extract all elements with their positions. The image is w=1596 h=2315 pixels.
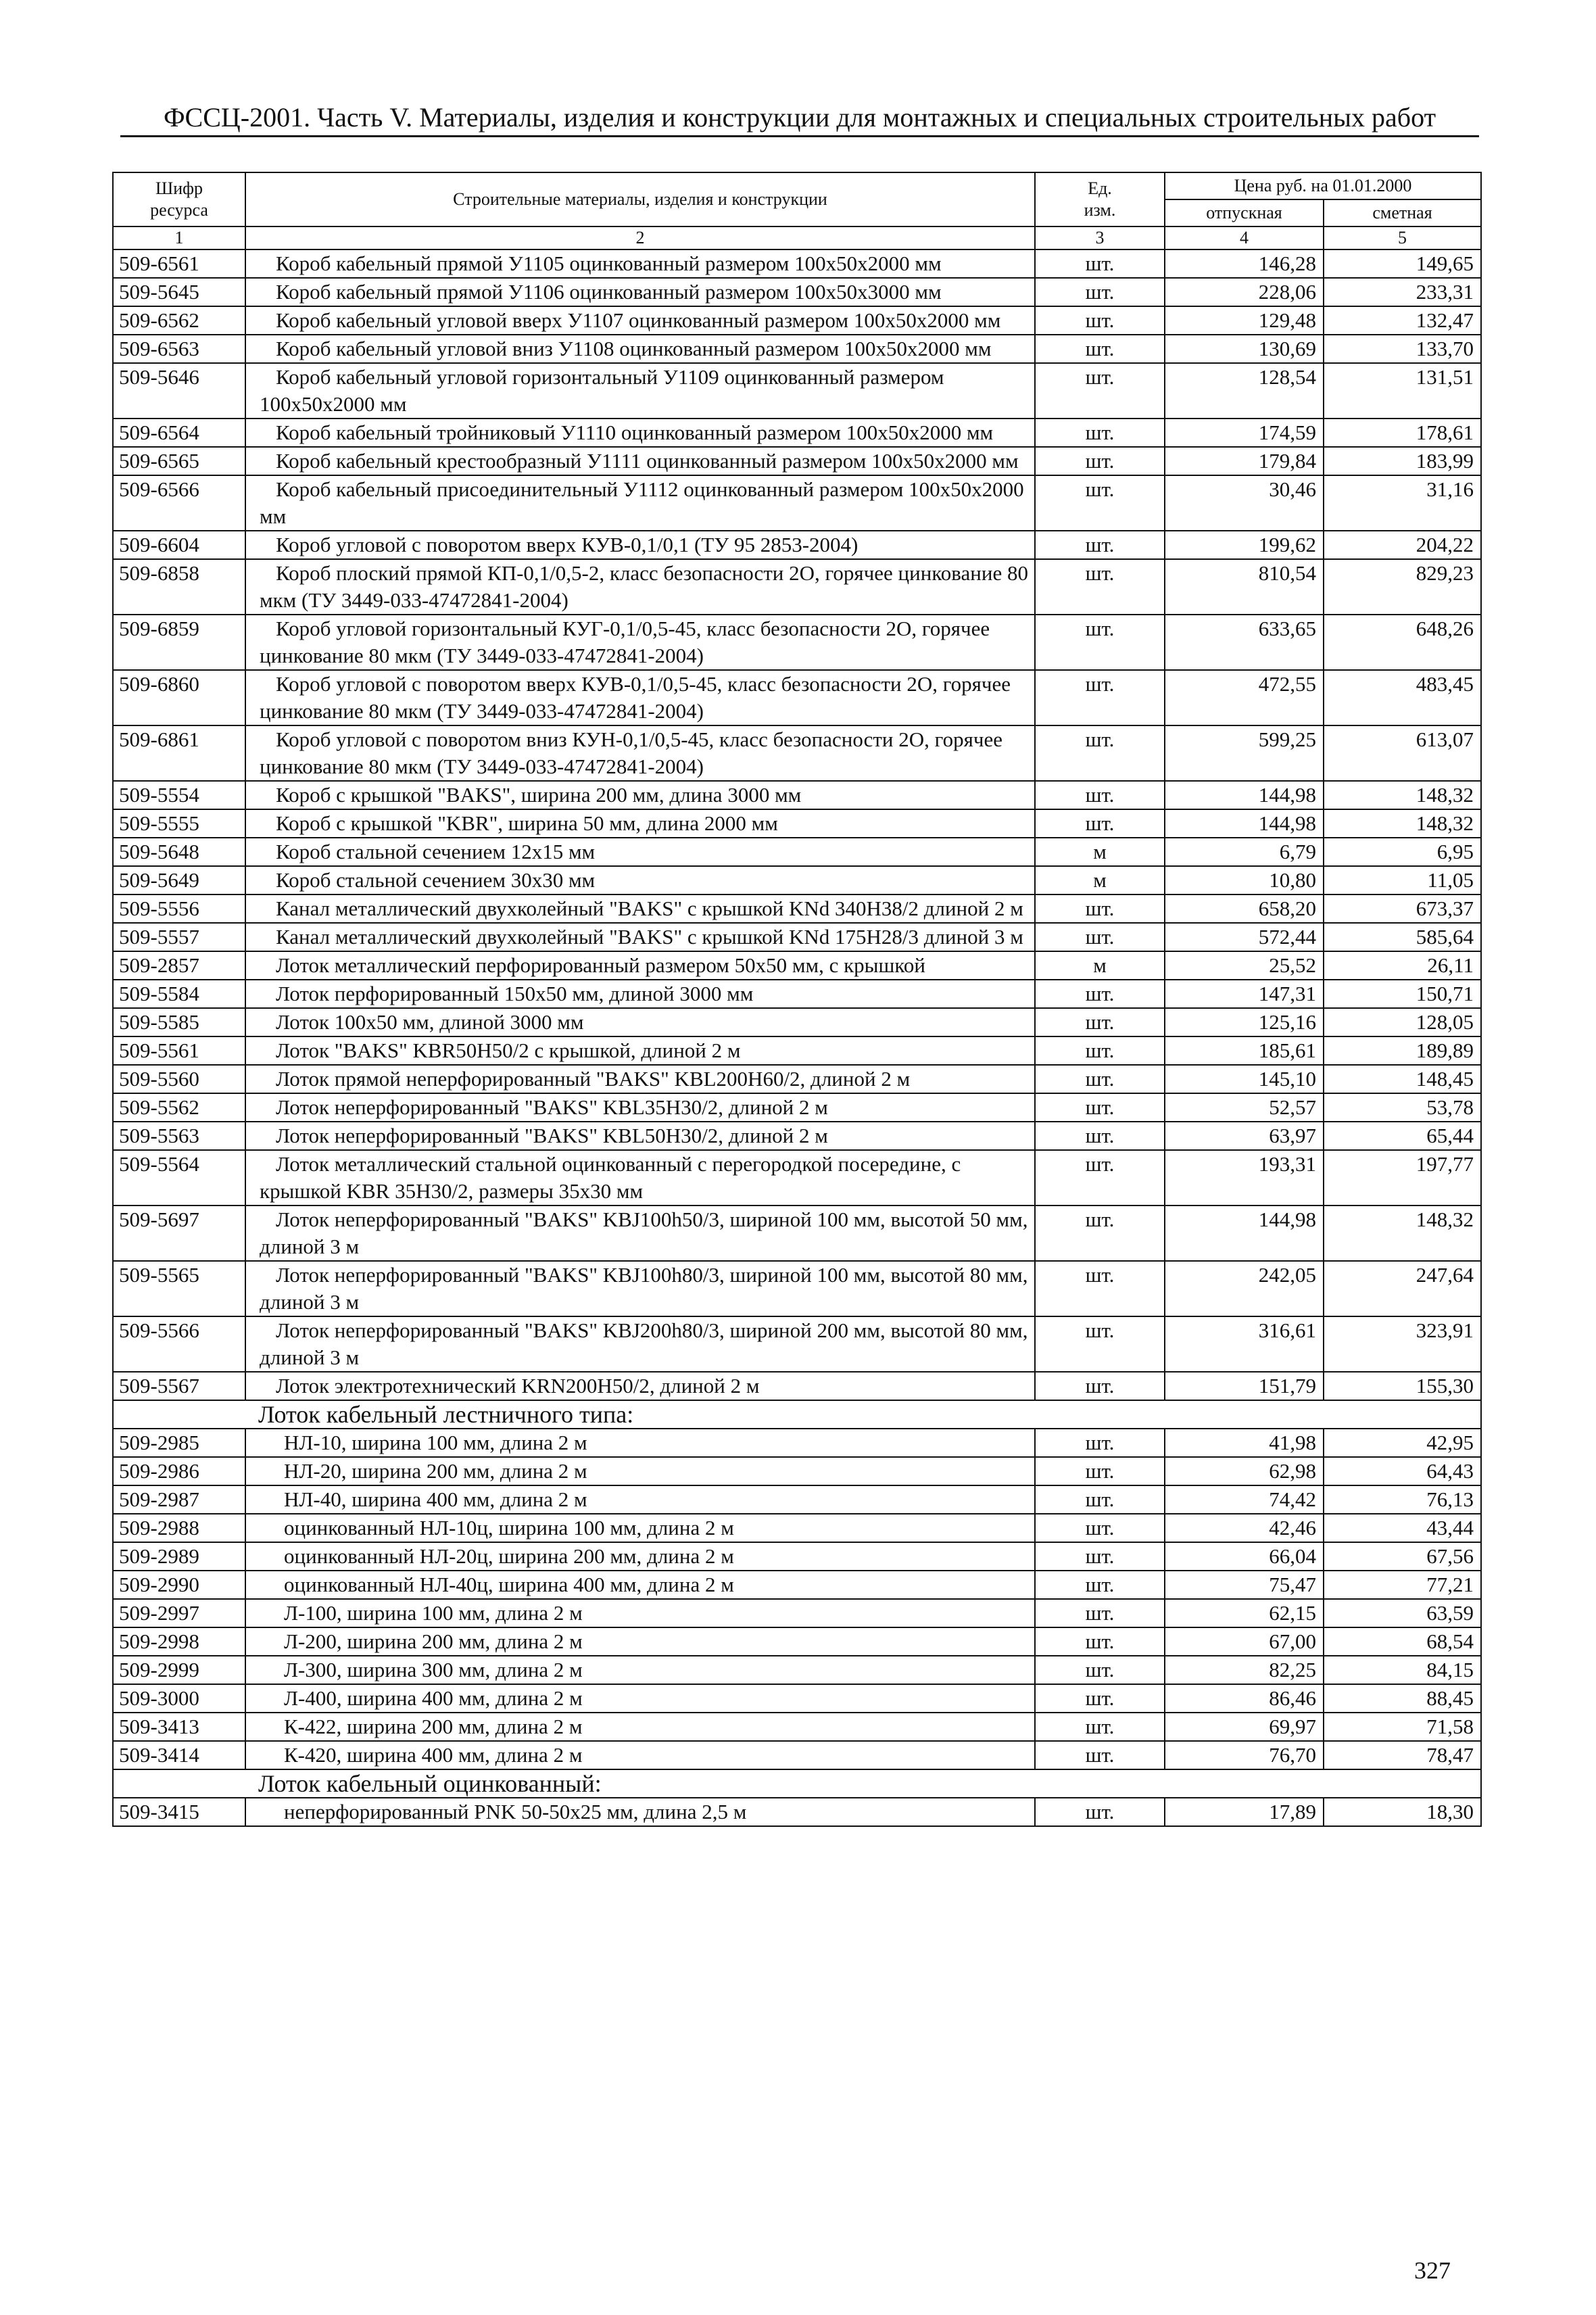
release-price: 144,98 [1165, 1206, 1324, 1261]
estimate-price: 148,32 [1324, 781, 1481, 809]
release-price: 82,25 [1165, 1656, 1324, 1684]
column-header-estimate-price: сметная [1324, 199, 1481, 226]
estimate-price: 183,99 [1324, 447, 1481, 475]
release-price: 146,28 [1165, 249, 1324, 278]
table-row [113, 1008, 1481, 1036]
unit: шт. [1035, 1429, 1165, 1457]
unit: шт. [1035, 1093, 1165, 1122]
release-price: 228,06 [1165, 278, 1324, 306]
estimate-price: 149,65 [1324, 249, 1481, 278]
resource-code: 509-5563 [113, 1122, 245, 1150]
table-row [113, 1122, 1481, 1150]
table-row [113, 1261, 1481, 1316]
resource-code: 509-5648 [113, 838, 245, 866]
unit: шт. [1035, 1599, 1165, 1627]
material-name: Лоток неперфорированный "BAKS" KBJ200h80/3, шириной 200 мм, высотой 80 мм, длиной 3 м [245, 1316, 1035, 1372]
release-price: 62,98 [1165, 1457, 1324, 1485]
table-row [113, 615, 1481, 670]
release-price: 75,47 [1165, 1571, 1324, 1599]
release-price: 572,44 [1165, 923, 1324, 951]
estimate-price: 178,61 [1324, 419, 1481, 447]
release-price: 125,16 [1165, 1008, 1324, 1036]
resource-code: 509-6858 [113, 559, 245, 615]
header-rule [120, 135, 1479, 137]
resource-code: 509-6861 [113, 725, 245, 781]
unit: шт. [1035, 475, 1165, 531]
estimate-price: 76,13 [1324, 1485, 1481, 1514]
estimate-price: 197,77 [1324, 1150, 1481, 1206]
material-name: Короб стальной сечением 12х15 мм [245, 838, 1035, 866]
material-name: Короб кабельный прямой У1106 оцинкованный размером 100х50х3000 мм [245, 278, 1035, 306]
column-header-code-line2: ресурса [150, 200, 208, 220]
resource-code: 509-5566 [113, 1316, 245, 1372]
material-name: Лоток прямой неперфорированный "BAKS" KBL200H60/2, длиной 2 м [245, 1065, 1035, 1093]
estimate-price: 6,95 [1324, 838, 1481, 866]
resource-code: 509-2998 [113, 1627, 245, 1656]
column-header-unit [1035, 172, 1165, 226]
material-name: Короб кабельный угловой вверх У1107 оцинкованный размером 100х50х2000 мм [245, 306, 1035, 335]
estimate-price: 155,30 [1324, 1372, 1481, 1400]
table-row [113, 923, 1481, 951]
page-header-title: ФССЦ-2001. Часть V. Материалы, изделия и конструкции для монтажных и специальных строительных работ [163, 102, 1436, 133]
estimate-price: 26,11 [1324, 951, 1481, 980]
estimate-price: 71,58 [1324, 1713, 1481, 1741]
column-number: 2 [245, 226, 1035, 249]
release-price: 41,98 [1165, 1429, 1324, 1457]
material-name: НЛ-40, ширина 400 мм, длина 2 м [245, 1485, 1035, 1514]
table-row [113, 531, 1481, 559]
group-title: Лоток кабельный оцинкованный: [113, 1769, 1481, 1798]
estimate-price: 483,45 [1324, 670, 1481, 725]
release-price: 63,97 [1165, 1122, 1324, 1150]
material-name: Короб кабельный тройниковый У1110 оцинкованный размером 100х50х2000 мм [245, 419, 1035, 447]
material-name: К-420, ширина 400 мм, длина 2 м [245, 1741, 1035, 1769]
unit: шт. [1035, 1008, 1165, 1036]
table-row [113, 1206, 1481, 1261]
column-number: 1 [113, 226, 245, 249]
table-row [113, 980, 1481, 1008]
resource-code: 509-5697 [113, 1206, 245, 1261]
estimate-price: 78,47 [1324, 1741, 1481, 1769]
unit: шт. [1035, 1571, 1165, 1599]
unit: шт. [1035, 1065, 1165, 1093]
release-price: 174,59 [1165, 419, 1324, 447]
release-price: 17,89 [1165, 1798, 1324, 1826]
table-row [113, 1798, 1481, 1826]
table-row [113, 1457, 1481, 1485]
table-row [113, 670, 1481, 725]
estimate-price: 148,45 [1324, 1065, 1481, 1093]
material-name: Л-200, ширина 200 мм, длина 2 м [245, 1627, 1035, 1656]
resource-code: 509-2997 [113, 1599, 245, 1627]
unit: шт. [1035, 306, 1165, 335]
unit: шт. [1035, 1122, 1165, 1150]
unit: шт. [1035, 1150, 1165, 1206]
estimate-price: 63,59 [1324, 1599, 1481, 1627]
column-number-row [113, 226, 1481, 249]
column-header-name: Строительные материалы, изделия и конструкции [245, 172, 1035, 226]
estimate-price: 133,70 [1324, 335, 1481, 363]
estimate-price: 131,51 [1324, 363, 1481, 419]
table-row [113, 725, 1481, 781]
resource-code: 509-5645 [113, 278, 245, 306]
resource-code: 509-2985 [113, 1429, 245, 1457]
table-row [113, 1571, 1481, 1599]
resource-code: 509-5646 [113, 363, 245, 419]
estimate-price: 148,32 [1324, 809, 1481, 838]
estimate-price: 673,37 [1324, 894, 1481, 923]
unit: шт. [1035, 1372, 1165, 1400]
material-name: Канал металлический двухколейный "BAKS" с крышкой KNd 175H28/3 длиной 3 м [245, 923, 1035, 951]
table-row [113, 363, 1481, 419]
release-price: 147,31 [1165, 980, 1324, 1008]
estimate-price: 67,56 [1324, 1542, 1481, 1571]
unit: шт. [1035, 1684, 1165, 1713]
table-row [113, 951, 1481, 980]
unit: шт. [1035, 1261, 1165, 1316]
material-name: К-422, ширина 200 мм, длина 2 м [245, 1713, 1035, 1741]
release-price: 30,46 [1165, 475, 1324, 531]
resource-code: 509-2987 [113, 1485, 245, 1514]
unit: шт. [1035, 1798, 1165, 1826]
unit: шт. [1035, 894, 1165, 923]
column-header-price: Цена руб. на 01.01.2000 [1165, 172, 1481, 199]
release-price: 472,55 [1165, 670, 1324, 725]
estimate-price: 53,78 [1324, 1093, 1481, 1122]
table-row [113, 1372, 1481, 1400]
estimate-price: 31,16 [1324, 475, 1481, 531]
resource-code: 509-2857 [113, 951, 245, 980]
resource-code: 509-3413 [113, 1713, 245, 1741]
material-name: Короб кабельный крестообразный У1111 оцинкованный размером 100х50х2000 мм [245, 447, 1035, 475]
table-row [113, 1485, 1481, 1514]
release-price: 151,79 [1165, 1372, 1324, 1400]
material-name: Короб угловой с поворотом вверх КУВ-0,1/0,1 (ТУ 95 2853-2004) [245, 531, 1035, 559]
resource-code: 509-5564 [113, 1150, 245, 1206]
material-name: Короб плоский прямой КП-0,1/0,5-2, класс безопасности 2О, горячее цинкование 80 мкм (ТУ 3449-033-47472841-2004) [245, 559, 1035, 615]
release-price: 145,10 [1165, 1065, 1324, 1093]
unit: м [1035, 866, 1165, 894]
release-price: 129,48 [1165, 306, 1324, 335]
material-name: Короб кабельный присоединительный У1112 оцинкованный размером 100х50х2000 мм [245, 475, 1035, 531]
material-name: Короб стальной сечением 30х30 мм [245, 866, 1035, 894]
group-header-row [113, 1400, 1481, 1429]
table-row [113, 894, 1481, 923]
material-name: Лоток неперфорированный "BAKS" KBL50H30/2, длиной 2 м [245, 1122, 1035, 1150]
table-row [113, 781, 1481, 809]
unit: шт. [1035, 980, 1165, 1008]
release-price: 144,98 [1165, 781, 1324, 809]
estimate-price: 77,21 [1324, 1571, 1481, 1599]
estimate-price: 204,22 [1324, 531, 1481, 559]
estimate-price: 247,64 [1324, 1261, 1481, 1316]
release-price: 130,69 [1165, 335, 1324, 363]
release-price: 66,04 [1165, 1542, 1324, 1571]
estimate-price: 84,15 [1324, 1656, 1481, 1684]
resource-code: 509-6564 [113, 419, 245, 447]
release-price: 67,00 [1165, 1627, 1324, 1656]
material-name: оцинкованный НЛ-10ц, ширина 100 мм, длина 2 м [245, 1514, 1035, 1542]
unit: шт. [1035, 1656, 1165, 1684]
column-header-unit-line2: изм. [1084, 200, 1116, 220]
unit: шт. [1035, 531, 1165, 559]
resource-code: 509-5565 [113, 1261, 245, 1316]
release-price: 10,80 [1165, 866, 1324, 894]
unit: шт. [1035, 335, 1165, 363]
material-name: НЛ-20, ширина 200 мм, длина 2 м [245, 1457, 1035, 1485]
resource-code: 509-2988 [113, 1514, 245, 1542]
material-name: Короб кабельный угловой вниз У1108 оцинкованный размером 100х50х2000 мм [245, 335, 1035, 363]
resource-code: 509-6561 [113, 249, 245, 278]
release-price: 179,84 [1165, 447, 1324, 475]
release-price: 185,61 [1165, 1036, 1324, 1065]
table-row [113, 306, 1481, 335]
column-number: 4 [1165, 226, 1324, 249]
group-title: Лоток кабельный лестничного типа: [113, 1400, 1481, 1429]
resource-code: 509-5556 [113, 894, 245, 923]
unit: шт. [1035, 725, 1165, 781]
material-name: Лоток металлический стальной оцинкованный с перегородкой посередине, с крышкой KBR 35H30/2, размеры 35х30 мм [245, 1150, 1035, 1206]
table-row [113, 335, 1481, 363]
unit: шт. [1035, 1316, 1165, 1372]
table-row [113, 866, 1481, 894]
estimate-price: 11,05 [1324, 866, 1481, 894]
material-name: Лоток 100х50 мм, длиной 3000 мм [245, 1008, 1035, 1036]
estimate-price: 65,44 [1324, 1122, 1481, 1150]
unit: шт. [1035, 419, 1165, 447]
resource-code: 509-5555 [113, 809, 245, 838]
resource-code: 509-2990 [113, 1571, 245, 1599]
unit: шт. [1035, 670, 1165, 725]
estimate-price: 68,54 [1324, 1627, 1481, 1656]
resource-code: 509-5585 [113, 1008, 245, 1036]
resource-code: 509-6563 [113, 335, 245, 363]
resource-code: 509-2999 [113, 1656, 245, 1684]
unit: шт. [1035, 809, 1165, 838]
estimate-price: 43,44 [1324, 1514, 1481, 1542]
unit: шт. [1035, 1036, 1165, 1065]
table-row [113, 1627, 1481, 1656]
material-name: Короб с крышкой "BAKS", ширина 200 мм, длина 3000 мм [245, 781, 1035, 809]
table-body [113, 226, 1481, 1826]
release-price: 316,61 [1165, 1316, 1324, 1372]
resource-code: 509-2986 [113, 1457, 245, 1485]
column-header-code [113, 172, 245, 226]
group-header-row [113, 1769, 1481, 1798]
material-name: Лоток неперфорированный "BAKS" KBJ100h80/3, шириной 100 мм, высотой 80 мм, длиной 3 м [245, 1261, 1035, 1316]
material-name: Короб угловой горизонтальный КУГ-0,1/0,5-45, класс безопасности 2О, горячее цинкование 80 мкм (ТУ 3449-033-47472841-2004) [245, 615, 1035, 670]
table-row [113, 249, 1481, 278]
release-price: 144,98 [1165, 809, 1324, 838]
release-price: 86,46 [1165, 1684, 1324, 1713]
column-header-release-price: отпускная [1165, 199, 1324, 226]
resource-code: 509-5584 [113, 980, 245, 1008]
table-row [113, 1514, 1481, 1542]
material-name: Короб угловой с поворотом вниз КУН-0,1/0,5-45, класс безопасности 2О, горячее цинкование 80 мкм (ТУ 3449-033-47472841-2004) [245, 725, 1035, 781]
material-name: оцинкованный НЛ-20ц, ширина 200 мм, длина 2 м [245, 1542, 1035, 1571]
estimate-price: 189,89 [1324, 1036, 1481, 1065]
resource-code: 509-6565 [113, 447, 245, 475]
resource-code: 509-3415 [113, 1798, 245, 1826]
material-name: Лоток металлический перфорированный размером 50х50 мм, с крышкой [245, 951, 1035, 980]
resource-code: 509-2989 [113, 1542, 245, 1571]
estimate-price: 323,91 [1324, 1316, 1481, 1372]
estimate-price: 585,64 [1324, 923, 1481, 951]
unit: шт. [1035, 1542, 1165, 1571]
material-name: Л-100, ширина 100 мм, длина 2 м [245, 1599, 1035, 1627]
table-row [113, 1656, 1481, 1684]
resource-code: 509-6604 [113, 531, 245, 559]
estimate-price: 150,71 [1324, 980, 1481, 1008]
release-price: 242,05 [1165, 1261, 1324, 1316]
material-name: Лоток неперфорированный "BAKS" KBJ100h50/3, шириной 100 мм, высотой 50 мм, длиной 3 м [245, 1206, 1035, 1261]
material-name: Короб с крышкой "KBR", ширина 50 мм, длина 2000 мм [245, 809, 1035, 838]
resource-code: 509-5562 [113, 1093, 245, 1122]
release-price: 62,15 [1165, 1599, 1324, 1627]
table-row [113, 559, 1481, 615]
unit: м [1035, 951, 1165, 980]
unit: шт. [1035, 1741, 1165, 1769]
material-name: НЛ-10, ширина 100 мм, длина 2 м [245, 1429, 1035, 1457]
unit: шт. [1035, 615, 1165, 670]
estimate-price: 132,47 [1324, 306, 1481, 335]
table-row [113, 1684, 1481, 1713]
material-name: Л-400, ширина 400 мм, длина 2 м [245, 1684, 1035, 1713]
resource-code: 509-5557 [113, 923, 245, 951]
release-price: 599,25 [1165, 725, 1324, 781]
estimate-price: 88,45 [1324, 1684, 1481, 1713]
release-price: 6,79 [1165, 838, 1324, 866]
unit: шт. [1035, 249, 1165, 278]
estimate-price: 128,05 [1324, 1008, 1481, 1036]
table-row [113, 1036, 1481, 1065]
material-name: Л-300, ширина 300 мм, длина 2 м [245, 1656, 1035, 1684]
release-price: 42,46 [1165, 1514, 1324, 1542]
unit: шт. [1035, 1206, 1165, 1261]
material-name: Короб кабельный прямой У1105 оцинкованный размером 100х50х2000 мм [245, 249, 1035, 278]
material-name: Лоток "BAKS" KBR50H50/2 с крышкой, длиной 2 м [245, 1036, 1035, 1065]
release-price: 810,54 [1165, 559, 1324, 615]
estimate-price: 64,43 [1324, 1457, 1481, 1485]
table-row [113, 1065, 1481, 1093]
unit: шт. [1035, 1485, 1165, 1514]
table-row [113, 1316, 1481, 1372]
release-price: 69,97 [1165, 1713, 1324, 1741]
column-number: 3 [1035, 226, 1165, 249]
resource-code: 509-6566 [113, 475, 245, 531]
material-name: Лоток перфорированный 150х50 мм, длиной 3000 мм [245, 980, 1035, 1008]
resource-code: 509-5554 [113, 781, 245, 809]
resource-code: 509-3000 [113, 1684, 245, 1713]
unit: шт. [1035, 1713, 1165, 1741]
table-row [113, 1542, 1481, 1571]
table-row [113, 1150, 1481, 1206]
material-name: Лоток электротехнический KRN200H50/2, длиной 2 м [245, 1372, 1035, 1400]
estimate-price: 42,95 [1324, 1429, 1481, 1457]
estimate-price: 613,07 [1324, 725, 1481, 781]
unit: шт. [1035, 1457, 1165, 1485]
release-price: 658,20 [1165, 894, 1324, 923]
estimate-price: 648,26 [1324, 615, 1481, 670]
unit: шт. [1035, 447, 1165, 475]
estimate-price: 233,31 [1324, 278, 1481, 306]
resource-code: 509-6860 [113, 670, 245, 725]
column-number: 5 [1324, 226, 1481, 249]
column-header-code-line1: Шифр [155, 178, 203, 198]
material-name: неперфорированный PNK 50-50х25 мм, длина 2,5 м [245, 1798, 1035, 1826]
release-price: 193,31 [1165, 1150, 1324, 1206]
estimate-price: 148,32 [1324, 1206, 1481, 1261]
release-price: 74,42 [1165, 1485, 1324, 1514]
unit: шт. [1035, 363, 1165, 419]
release-price: 76,70 [1165, 1741, 1324, 1769]
release-price: 128,54 [1165, 363, 1324, 419]
resource-code: 509-6562 [113, 306, 245, 335]
page-number: 327 [1414, 2257, 1451, 2284]
resource-code: 509-5560 [113, 1065, 245, 1093]
unit: шт. [1035, 1514, 1165, 1542]
release-price: 199,62 [1165, 531, 1324, 559]
release-price: 52,57 [1165, 1093, 1324, 1122]
table-row [113, 447, 1481, 475]
table-row [113, 809, 1481, 838]
table-row [113, 1741, 1481, 1769]
table-row [113, 1429, 1481, 1457]
resource-code: 509-5567 [113, 1372, 245, 1400]
table-row [113, 475, 1481, 531]
material-name: оцинкованный НЛ-40ц, ширина 400 мм, длина 2 м [245, 1571, 1035, 1599]
table-row [113, 1599, 1481, 1627]
unit: шт. [1035, 559, 1165, 615]
resource-code: 509-3414 [113, 1741, 245, 1769]
material-name: Короб кабельный угловой горизонтальный У1109 оцинкованный размером 100х50х2000 мм [245, 363, 1035, 419]
release-price: 633,65 [1165, 615, 1324, 670]
table-row [113, 419, 1481, 447]
unit: шт. [1035, 1627, 1165, 1656]
table-row [113, 278, 1481, 306]
resource-code: 509-6859 [113, 615, 245, 670]
unit: м [1035, 838, 1165, 866]
resource-code: 509-5561 [113, 1036, 245, 1065]
unit: шт. [1035, 781, 1165, 809]
table-row [113, 1713, 1481, 1741]
unit: шт. [1035, 278, 1165, 306]
release-price: 25,52 [1165, 951, 1324, 980]
material-name: Короб угловой с поворотом вверх КУВ-0,1/0,5-45, класс безопасности 2О, горячее цинкование 80 мкм (ТУ 3449-033-47472841-2004) [245, 670, 1035, 725]
material-name: Лоток неперфорированный "BAKS" KBL35H30/2, длиной 2 м [245, 1093, 1035, 1122]
column-header-unit-line1: Ед. [1088, 178, 1112, 198]
material-name: Канал металлический двухколейный "BAKS" с крышкой KNd 340H38/2 длиной 2 м [245, 894, 1035, 923]
estimate-price: 829,23 [1324, 559, 1481, 615]
resource-code: 509-5649 [113, 866, 245, 894]
table-row [113, 838, 1481, 866]
table-row [113, 1093, 1481, 1122]
price-table [112, 172, 1482, 1827]
unit: шт. [1035, 923, 1165, 951]
estimate-price: 18,30 [1324, 1798, 1481, 1826]
